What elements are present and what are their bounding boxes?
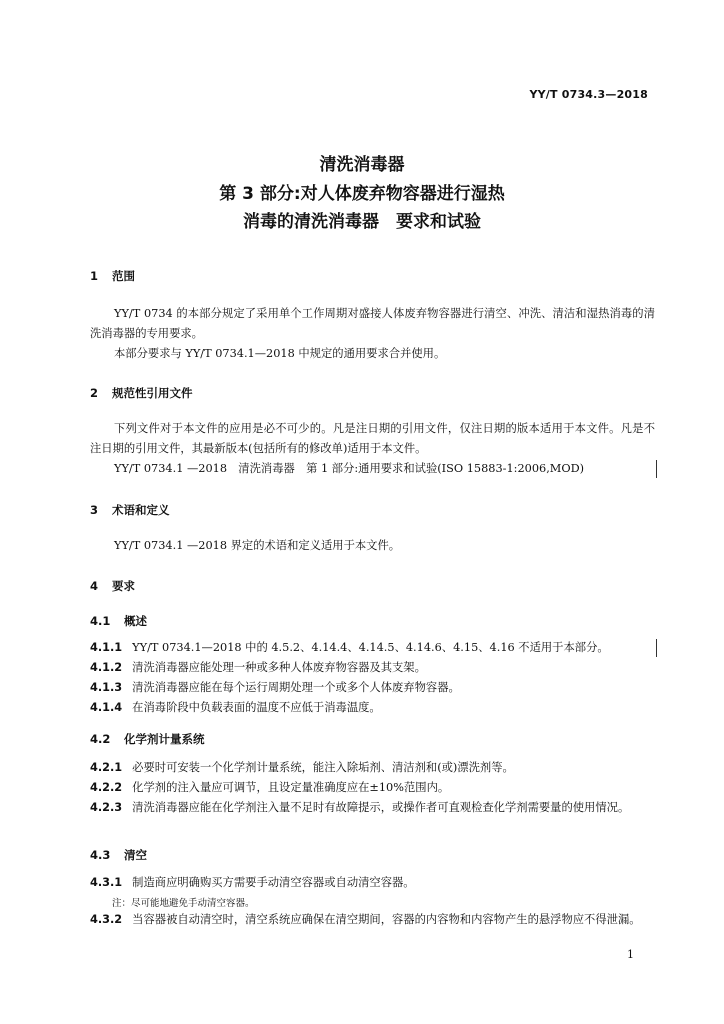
normative-reference: YY/T 0734.1 —2018 清洗消毒器 第 1 部分:通用要求和试验(ISO 15883-1:2006,MOD) (114, 462, 585, 475)
title-line-2: 第 3 部分:对人体废弃物容器进行湿热 (219, 184, 505, 204)
section-number: 3 (90, 503, 99, 517)
clause-number: 4.3.2 (90, 913, 123, 926)
section-1-paragraph-1: YY/T 0734 的本部分规定了采用单个工作周期对盛接人体废弃物容器进行清空、冲洗、清洁和湿热消毒的清洗消毒器的专用要求。 (90, 307, 655, 340)
document-code: YY/T 0734.3—2018 (529, 88, 648, 101)
clause-text: 必要时可安装一个化学剂计量系统，能注入除垢剂、清洁剂和(或)漂洗剂等。 (132, 761, 514, 774)
clause-number: 4.1.3 (90, 681, 123, 694)
clause-4-3-2 (90, 910, 655, 930)
clause-text: 在消毒阶段中负载表面的温度不应低于消毒温度。 (132, 701, 381, 714)
clause-4-3-1 (90, 873, 655, 893)
clause-text: 清洗消毒器应能在每个运行周期处理一个或多个人体废弃物容器。 (132, 681, 460, 694)
subsection-title: 清空 (124, 848, 148, 862)
title-line-3: 消毒的清洗消毒器 要求和试验 (243, 212, 481, 232)
clause-4-2-3 (90, 798, 655, 818)
clause-number: 4.3.1 (90, 876, 123, 889)
title-line-1: 清洗消毒器 (319, 155, 405, 175)
clause-number: 4.2.1 (90, 761, 123, 774)
subsection-number: 4.3 (90, 848, 111, 862)
section-number: 4 (90, 579, 99, 593)
section-title: 要求 (112, 579, 136, 593)
clause-number: 4.2.3 (90, 801, 123, 814)
clause-text: 当容器被自动清空时，清空系统应确保在清空期间，容器的内容物和内容物产生的悬浮物应不得泄漏。 (132, 913, 641, 926)
page-number: 1 (627, 948, 634, 961)
clause-text: 化学剂的注入量应可调节，且设定量准确度应在±10%范围内。 (132, 781, 450, 794)
change-bar (656, 639, 657, 657)
clause-4-2-1 (90, 758, 655, 778)
subsection-title: 概述 (124, 614, 148, 628)
section-title: 规范性引用文件 (112, 386, 193, 400)
section-title: 范围 (112, 269, 136, 283)
change-bar (656, 460, 657, 478)
section-1-heading (90, 268, 135, 284)
clause-number: 4.2.2 (90, 781, 123, 794)
clause-4-1-4 (90, 698, 655, 718)
subsection-4-2-heading (90, 731, 205, 747)
clause-text: 制造商应明确购买方需要手动清空容器或自动清空容器。 (132, 876, 415, 889)
section-3-heading (90, 502, 170, 518)
section-2-paragraph-1: 下列文件对于本文件的应用是必不可少的。凡是注日期的引用文件，仅注日期的版本适用于本文件。凡是不注日期的引用文件，其最新版本(包括所有的修改单)适用于本文件。 (90, 422, 655, 455)
clause-4-1-3 (90, 678, 655, 698)
section-1-paragraph-2: 本部分要求与 YY/T 0734.1—2018 中规定的通用要求合并使用。 (114, 347, 446, 360)
section-3-paragraph-1: YY/T 0734.1 —2018 界定的术语和定义适用于本文件。 (114, 539, 401, 552)
clause-4-1-1 (90, 638, 655, 658)
section-2-heading (90, 385, 193, 401)
subsection-title: 化学剂计量系统 (124, 732, 205, 746)
subsection-4-3-heading (90, 847, 147, 863)
clause-number: 4.1.2 (90, 661, 123, 674)
subsection-number: 4.1 (90, 614, 111, 628)
clause-text: YY/T 0734.1—2018 中的 4.5.2、4.14.4、4.14.5、4.14.6、4.15、4.16 不适用于本部分。 (132, 641, 609, 654)
section-number: 2 (90, 386, 99, 400)
clause-4-2-2 (90, 778, 655, 798)
clause-text: 清洗消毒器应能处理一种或多种人体废弃物容器及其支架。 (132, 661, 426, 674)
subsection-4-1-heading (90, 613, 147, 629)
note: 注：尽可能地避免手动清空容器。 (112, 898, 255, 909)
clause-number: 4.1.4 (90, 701, 123, 714)
clause-number: 4.1.1 (90, 641, 123, 654)
clause-text: 清洗消毒器应能在化学剂注入量不足时有故障提示，或操作者可直观检查化学剂需要量的使用情况。 (132, 801, 630, 814)
section-number: 1 (90, 269, 99, 283)
subsection-number: 4.2 (90, 732, 111, 746)
clause-4-1-2 (90, 658, 655, 678)
section-title: 术语和定义 (112, 503, 170, 517)
section-4-heading (90, 578, 135, 594)
